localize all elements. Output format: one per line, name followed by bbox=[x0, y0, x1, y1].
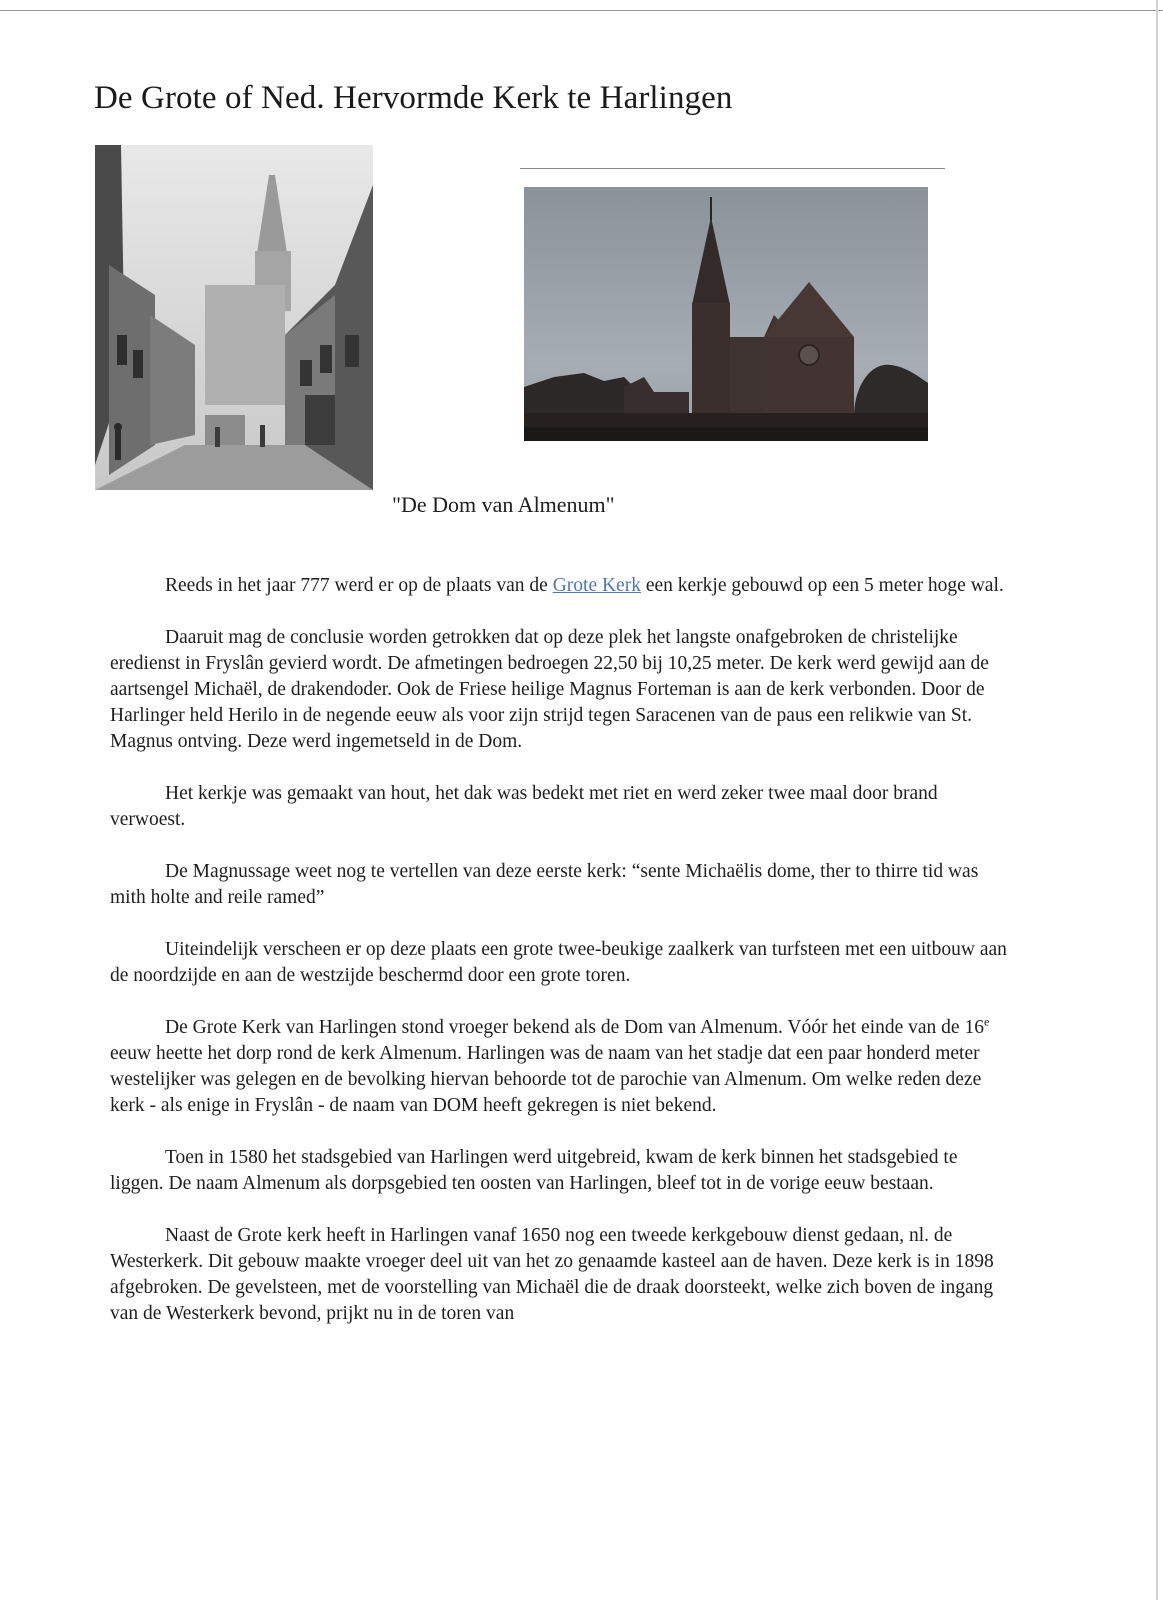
paragraph-5: Uiteindelijk verscheen er op deze plaats een grote twee-beukige zaalkerk van turfsteen met een uitbouw aan de noordzijde en aan de westzijde beschermd door een grote toren. bbox=[110, 939, 1007, 986]
street-photo bbox=[95, 145, 373, 490]
paragraph-1-text-b: een kerkje gebouwd op een 5 meter hoge wal. bbox=[640, 575, 1004, 596]
paragraph-8: Naast de Grote kerk heeft in Harlingen vanaf 1650 nog een tweede kerkgebouw dienst gedaan, nl. de Westerkerk. Dit gebouw maakte vroeger deel uit van het zo genaamde kasteel aan de haven. Deze kerk is in 1898 afgebroken. De gevelsteen, met de voorstelling van Michaël die de draak doorsteekt, welke zich boven de ingang van de Westerkerk bevond, prijkt nu in de toren van bbox=[110, 1225, 994, 1324]
church-photo bbox=[524, 187, 928, 441]
grote-kerk-link[interactable]: Grote Kerk bbox=[552, 575, 641, 596]
paragraph-1 bbox=[110, 573, 1010, 599]
scan-edge-right bbox=[1156, 0, 1158, 1600]
scan-edge-top bbox=[0, 10, 1163, 11]
photo-caption: "De Dom van Almenum" bbox=[392, 492, 615, 517]
paragraph-7: Toen in 1580 het stadsgebied van Harlingen werd uitgebreid, kwam de kerk binnen het stadsgebied te liggen. De naam Almenum als dorpsgebied ten oosten van Harlingen, bleef tot in de vorige eeuw bestaan. bbox=[110, 1147, 958, 1194]
paragraph-4: De Magnussage weet nog te vertellen van deze eerste kerk: “sente Michaëlis dome, ther to thirre tid was mith holte and reile ramed” bbox=[110, 861, 979, 908]
paragraph-1-text-a: Reeds in het jaar 777 werd er op de plaats van de bbox=[165, 575, 553, 596]
paragraph-6-text-b: eeuw heette het dorp rond de kerk Almenum. Harlingen was de naam van het stadje dat een paar honderd meter westelijker was gelegen en de bevolking hiervan behoorde tot de parochie van Almenum. Om welke reden deze kerk - als enige in Fryslân - de naam van DOM heeft gekregen is niet bekend. bbox=[110, 1043, 982, 1116]
article-body bbox=[110, 573, 1010, 1353]
century-superscript: e bbox=[983, 1014, 990, 1029]
paragraph-6-text-a: De Grote Kerk van Harlingen stond vroeger bekend als de Dom van Almenum. Vóór het einde van de 16 bbox=[165, 1017, 984, 1038]
page-title: De Grote of Ned. Hervormde Kerk te Harlingen bbox=[94, 80, 733, 116]
photo-divider-line bbox=[520, 168, 945, 169]
paragraph-6 bbox=[110, 1015, 1010, 1119]
paragraph-2: Daaruit mag de conclusie worden getrokken dat op deze plek het langste onafgebroken de christelijke eredienst in Fryslân gevierd wordt. De afmetingen bedroegen 22,50 bij 10,25 meter. De kerk werd gewijd aan de aartsengel Michaël, de drakendoder. Ook de Friese heilige Magnus Forteman is aan de kerk verbonden. Door de Harlinger held Herilo in de negende eeuw als voor zijn strijd tegen Saracenen van de paus een relikwie van St. Magnus ontving. Deze werd ingemetseld in de Dom. bbox=[110, 627, 989, 752]
paragraph-3: Het kerkje was gemaakt van hout, het dak was bedekt met riet en werd zeker twee maal door brand verwoest. bbox=[110, 783, 938, 830]
